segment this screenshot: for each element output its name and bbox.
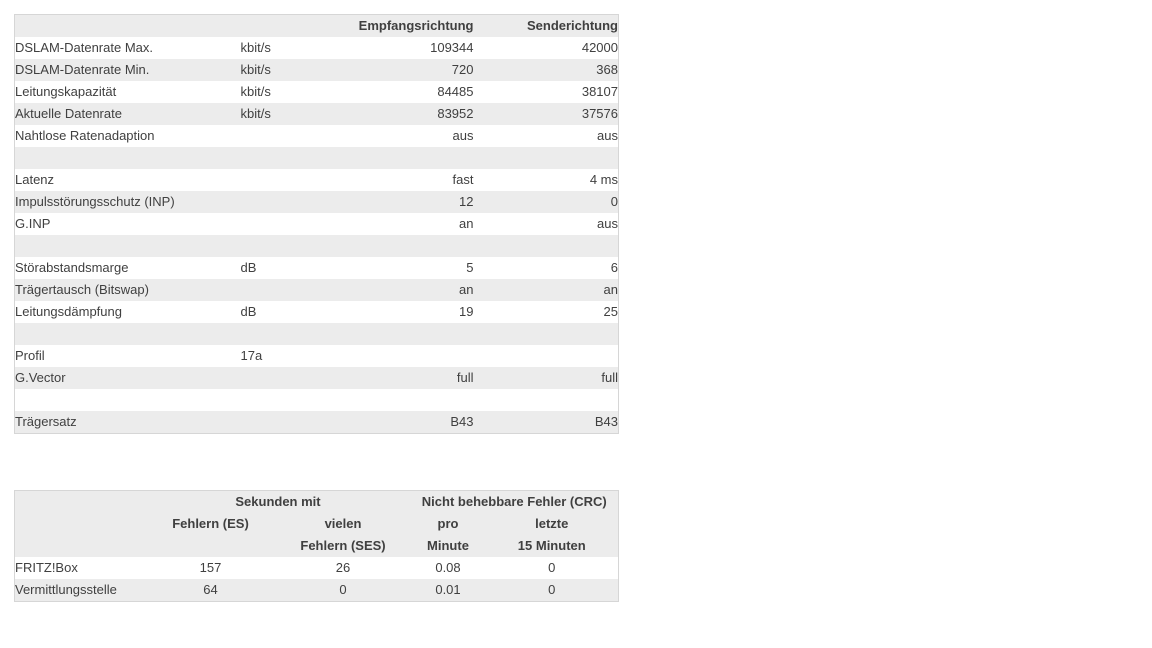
- dsl-row-receive-value: an: [459, 282, 474, 297]
- dsl-row-receive-value: 84485: [437, 84, 474, 99]
- dsl-row-receive-value: 5: [466, 260, 474, 275]
- dsl-row-receive-value: [334, 345, 474, 367]
- dsl-row-label: Profil: [15, 348, 45, 363]
- dsl-table-row: [15, 345, 619, 367]
- error-header-seconds-group: Sekunden mit: [235, 494, 321, 509]
- dsl-row-unit: [241, 147, 334, 169]
- dsl-row-label: Trägertausch (Bitswap): [15, 282, 149, 297]
- dsl-row-receive-value: 12: [459, 194, 474, 209]
- dsl-row-label: Leitungskapazität: [15, 84, 117, 99]
- error-row-crc-per-minute-value: 0.08: [435, 560, 461, 575]
- dsl-row-unit: kbit/s: [240, 106, 271, 121]
- dsl-row-receive-value: [334, 147, 474, 169]
- dsl-row-send-value: B43: [594, 414, 618, 429]
- error-row-label: FRITZ!Box: [15, 560, 78, 575]
- dsl-table-row: [15, 301, 619, 323]
- error-header-ses-line2: Fehlern (SES): [300, 538, 386, 553]
- dsl-row-receive-value: full: [456, 370, 474, 385]
- dsl-row-label: G.Vector: [15, 370, 66, 385]
- dsl-row-receive-value: an: [459, 216, 474, 231]
- error-header-es-line1: Fehlern (ES): [172, 516, 249, 531]
- dsl-row-send-value: [474, 345, 619, 367]
- dsl-row-send-value: aus: [597, 216, 618, 231]
- error-header-last15-line1: letzte: [535, 516, 569, 531]
- dsl-table-row: [15, 59, 619, 81]
- dsl-row-send-value: 0: [610, 194, 618, 209]
- error-row-es-value: 157: [199, 560, 222, 575]
- dsl-table-row: [15, 81, 619, 103]
- dsl-row-unit: [241, 411, 334, 434]
- error-header-per-minute-line1: pro: [437, 516, 459, 531]
- dsl-row-send-value: [474, 389, 619, 411]
- dsl-row-unit: [241, 323, 334, 345]
- dsl-row-unit: kbit/s: [240, 40, 271, 55]
- dsl-row-receive-value: [334, 389, 474, 411]
- dsl-row-label: Nahtlose Ratenadaption: [15, 128, 155, 143]
- dsl-header-label-spacer: [15, 15, 241, 38]
- error-table-body: [15, 557, 619, 602]
- error-row-ses-value: 26: [335, 560, 351, 575]
- dsl-row-send-value: 4 ms: [589, 172, 618, 187]
- dsl-row-label: Störabstandsmarge: [15, 260, 129, 275]
- dsl-table-row: [15, 103, 619, 125]
- dsl-row-receive-value: aus: [452, 128, 474, 143]
- dsl-row-label: [15, 389, 241, 411]
- error-row-ses-value: 0: [339, 582, 347, 597]
- dsl-row-receive-value: 109344: [430, 40, 474, 55]
- dsl-table-row: [15, 411, 619, 434]
- dsl-row-label: Leitungsdämpfung: [15, 304, 122, 319]
- dsl-row-unit: [241, 367, 334, 389]
- dsl-row-label: Impulsstörungsschutz (INP): [15, 194, 175, 209]
- dsl-row-unit: kbit/s: [240, 62, 271, 77]
- error-header-ses-line1: vielen: [324, 516, 362, 531]
- dsl-table-row: [15, 169, 619, 191]
- dsl-row-send-value: [474, 147, 619, 169]
- error-counter-table: [14, 490, 619, 602]
- dsl-table-row: [15, 367, 619, 389]
- dsl-row-receive-value: 720: [451, 62, 474, 77]
- dsl-row-send-value: 25: [603, 304, 618, 319]
- error-header-label-spacer: [15, 491, 146, 558]
- dsl-row-send-value: [474, 323, 619, 345]
- dsl-row-unit: [241, 279, 334, 301]
- dsl-table-row: [15, 191, 619, 213]
- dsl-row-send-value: 42000: [581, 40, 618, 55]
- dsl-row-receive-value: 83952: [437, 106, 474, 121]
- dsl-header-unit-spacer: [241, 15, 334, 38]
- dsl-table-row: [15, 279, 619, 301]
- dsl-row-unit: 17a: [240, 348, 263, 363]
- dsl-row-label: DSLAM-Datenrate Max.: [15, 40, 153, 55]
- dsl-row-unit: dB: [240, 304, 257, 319]
- dsl-row-unit: [241, 389, 334, 411]
- dsl-spacer-row: [15, 389, 619, 411]
- dsl-row-send-value: aus: [597, 128, 618, 143]
- dsl-row-send-value: 368: [596, 62, 618, 77]
- dsl-row-send-value: 38107: [581, 84, 618, 99]
- dsl-row-send-value: full: [601, 370, 618, 385]
- dsl-row-send-value: an: [603, 282, 618, 297]
- error-row-es-value: 64: [203, 582, 218, 597]
- dsl-row-label: [15, 235, 241, 257]
- dsl-row-receive-value: [334, 323, 474, 345]
- dsl-row-unit: [241, 125, 334, 147]
- dsl-row-label: G.INP: [15, 216, 51, 231]
- error-row-crc-last-15-min-value: 0: [548, 582, 556, 597]
- dsl-spacer-row: [15, 323, 619, 345]
- dsl-row-unit: [241, 169, 334, 191]
- error-header-crc-group: Nicht behebbare Fehler (CRC): [421, 494, 607, 509]
- dsl-row-send-value: [474, 235, 619, 257]
- dsl-header-send-direction: Senderichtung: [526, 18, 618, 33]
- dsl-row-send-value: 37576: [581, 106, 618, 121]
- dsl-row-label: Aktuelle Datenrate: [15, 106, 122, 121]
- dsl-row-unit: [241, 235, 334, 257]
- dsl-row-receive-value: 19: [459, 304, 474, 319]
- dsl-row-unit: [241, 191, 334, 213]
- dsl-row-label: Latenz: [15, 172, 55, 187]
- dsl-table-row: [15, 213, 619, 235]
- dsl-row-receive-value: [334, 235, 474, 257]
- dsl-table-row: [15, 257, 619, 279]
- dsl-spacer-row: [15, 235, 619, 257]
- dsl-row-receive-value: B43: [450, 414, 474, 429]
- dsl-header-receive-direction: Empfangsrichtung: [358, 18, 474, 33]
- dsl-spacer-row: [15, 147, 619, 169]
- dsl-table-body: [15, 37, 619, 434]
- error-row-crc-per-minute-value: 0.01: [435, 582, 461, 597]
- error-header-es-line2: [146, 535, 276, 557]
- error-row-crc-last-15-min-value: 0: [548, 560, 556, 575]
- dsl-row-label: DSLAM-Datenrate Min.: [15, 62, 150, 77]
- dsl-row-label: [15, 147, 241, 169]
- error-table-row: [15, 579, 619, 602]
- error-row-label: Vermittlungsstelle: [15, 582, 117, 597]
- dsl-row-label: Trägersatz: [15, 414, 77, 429]
- dsl-overview-table: [14, 14, 619, 434]
- dsl-row-unit: [241, 213, 334, 235]
- error-table-group-header-row: [15, 491, 619, 514]
- dsl-row-send-value: 6: [610, 260, 618, 275]
- dsl-table-row: [15, 37, 619, 59]
- error-header-per-minute-line2: Minute: [427, 538, 469, 553]
- dsl-table-row: [15, 125, 619, 147]
- dsl-table-header-row: [15, 15, 619, 38]
- dsl-row-receive-value: fast: [452, 172, 474, 187]
- dsl-row-unit: dB: [240, 260, 257, 275]
- error-table-row: [15, 557, 619, 579]
- dsl-row-label: [15, 323, 241, 345]
- error-header-last15-line2: 15 Minuten: [517, 538, 586, 553]
- dsl-row-unit: kbit/s: [240, 84, 271, 99]
